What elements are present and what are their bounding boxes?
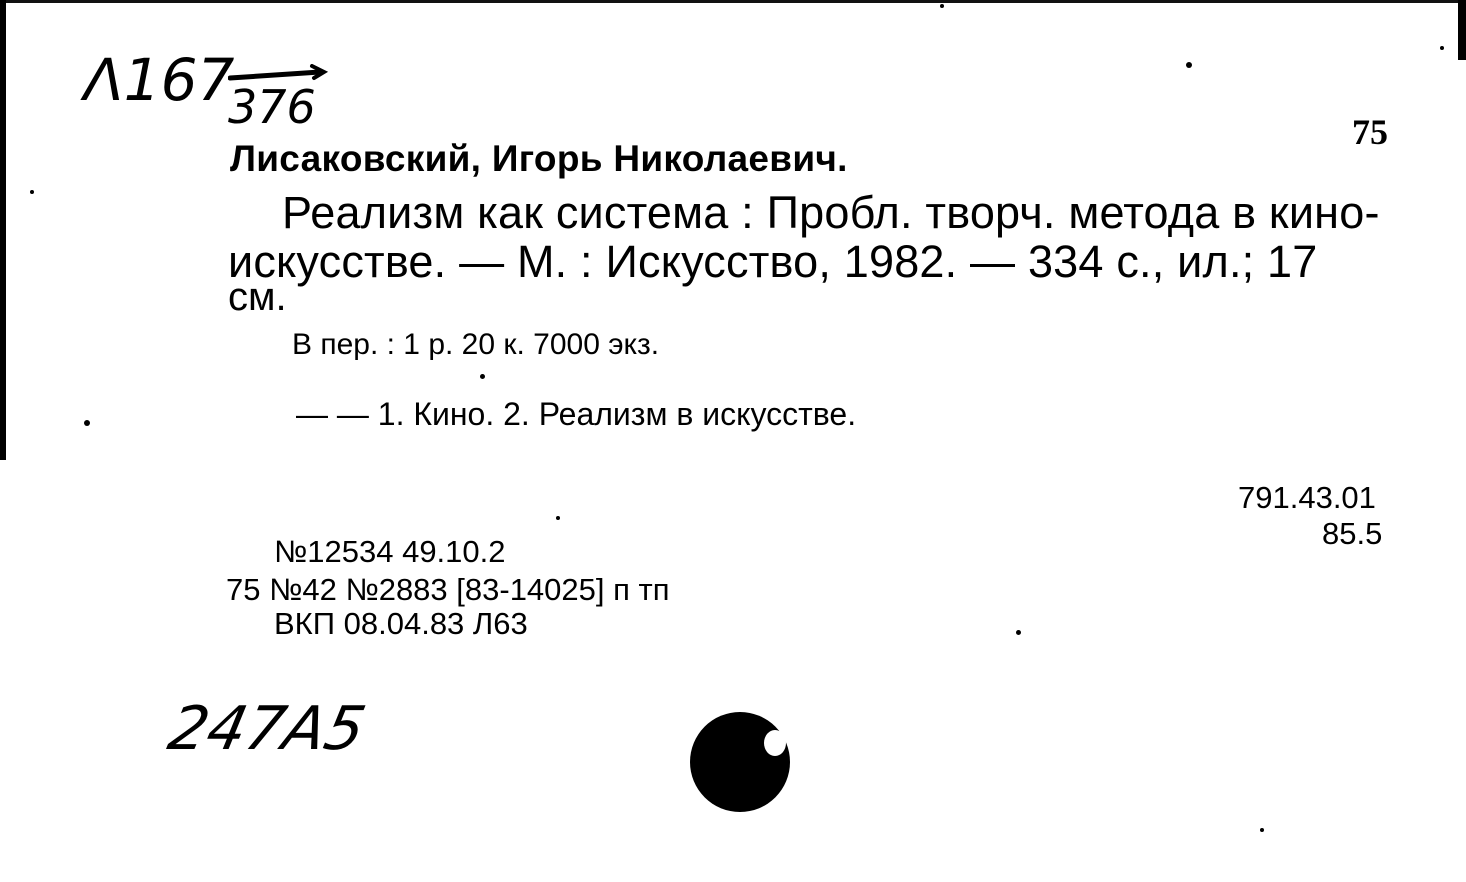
scan-speck bbox=[1260, 828, 1264, 832]
punch-hole bbox=[690, 712, 790, 812]
scan-speck bbox=[84, 420, 90, 426]
title-line: Реализм как система : Пробл. творч. метода в кино- bbox=[282, 187, 1380, 238]
card-number: 75 bbox=[1352, 112, 1388, 152]
punch-hole-chip bbox=[764, 730, 786, 756]
subject-headings: — — 1. Кино. 2. Реализм в искусстве. bbox=[296, 396, 857, 432]
registration-line: 75 №42 №2883 [83-14025] п тп bbox=[226, 572, 670, 607]
title-line: см. bbox=[228, 275, 287, 319]
scan-speck bbox=[1186, 62, 1192, 68]
scan-speck bbox=[480, 374, 485, 379]
scan-speck bbox=[940, 4, 944, 8]
overline-arrow-icon bbox=[228, 64, 328, 86]
price-and-print-run: В пер. : 1 р. 20 к. 7000 экз. bbox=[292, 328, 660, 361]
handwritten-note: 247А5 bbox=[162, 694, 372, 764]
author-heading: Лисаковский, Игорь Николаевич. bbox=[230, 138, 848, 179]
inventory-number-handwritten: 376 bbox=[228, 80, 316, 134]
bbk-index: 85.5 bbox=[1322, 516, 1383, 551]
chamber-date-line: ВКП 08.04.83 Л63 bbox=[274, 606, 528, 641]
order-number-line: №12534 49.10.2 bbox=[274, 534, 506, 569]
udc-index: 791.43.01 bbox=[1238, 480, 1376, 515]
scan-edge-top bbox=[0, 0, 1466, 3]
scan-speck bbox=[30, 190, 34, 194]
scan-edge-right bbox=[1458, 0, 1466, 60]
scan-speck bbox=[1440, 46, 1444, 50]
scan-edge-left bbox=[0, 0, 6, 460]
scan-speck bbox=[1016, 630, 1021, 635]
shelf-mark-handwritten: Λ167 bbox=[84, 46, 235, 114]
title-line: искусстве. — М. : Искусство, 1982. — 334 с., ил.; 17 bbox=[228, 236, 1318, 287]
scan-speck bbox=[556, 516, 560, 520]
